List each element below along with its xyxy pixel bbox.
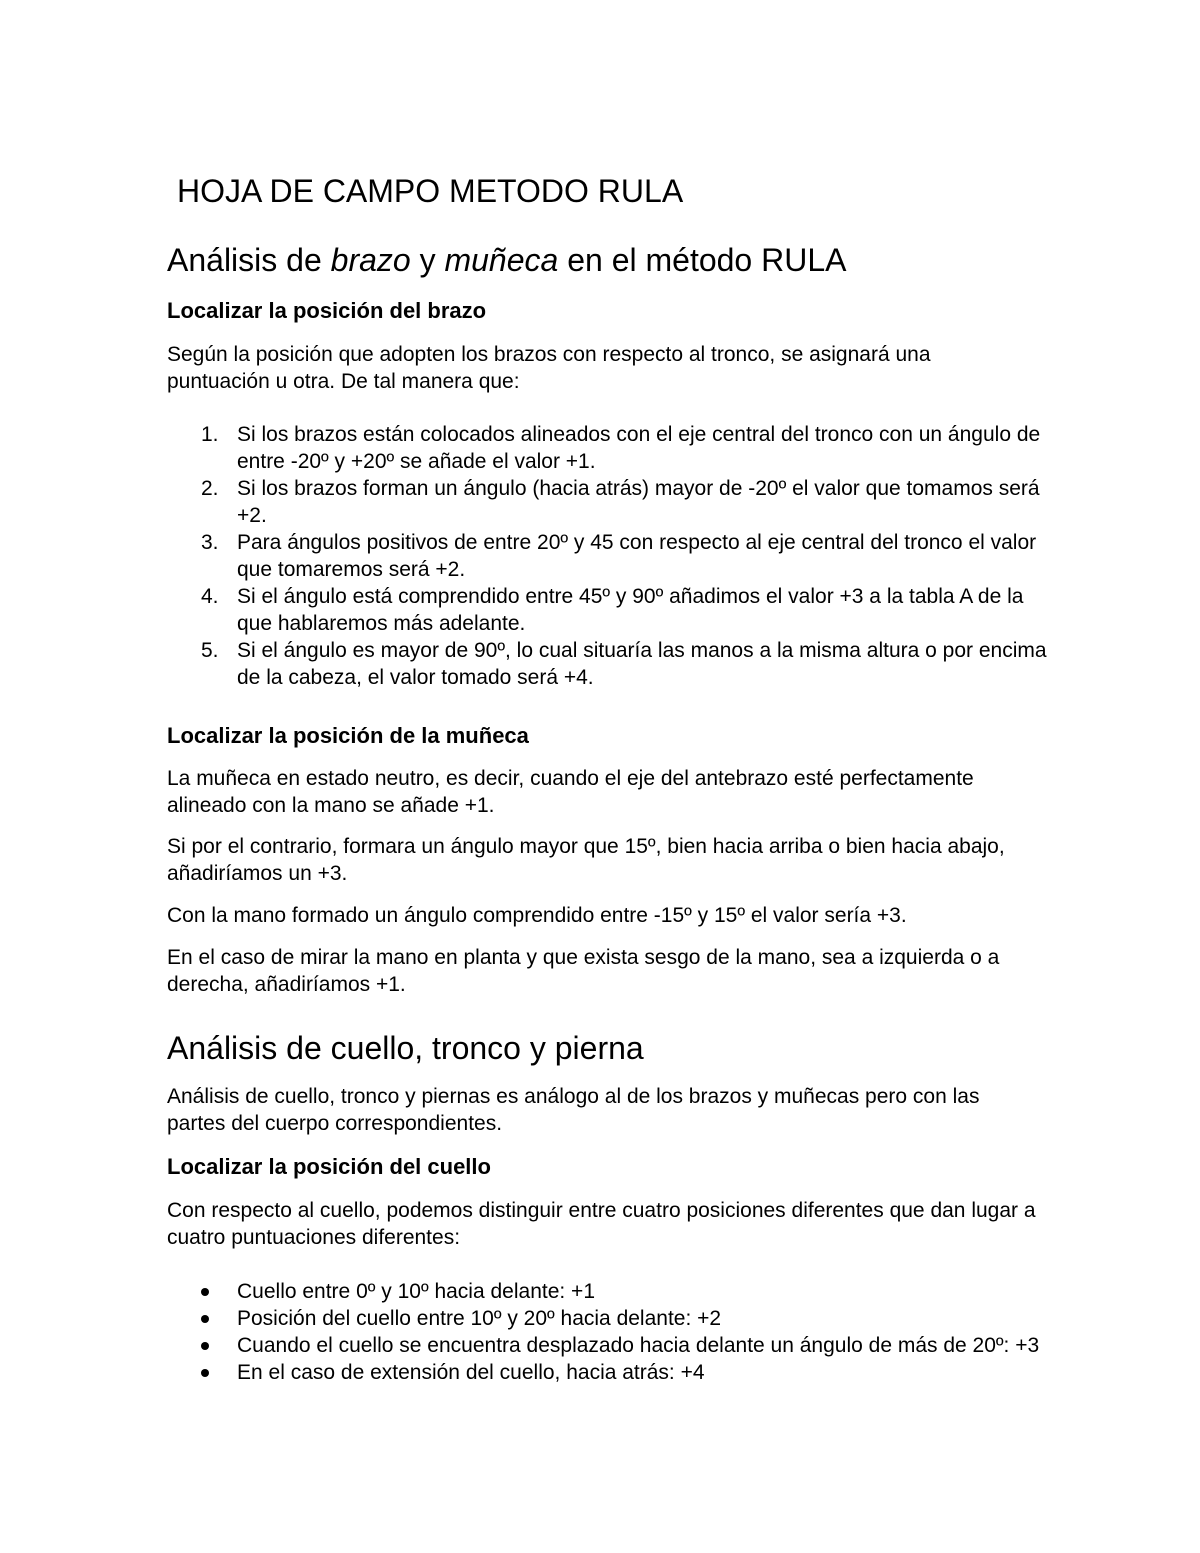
list-item-text: Si los brazos forman un ángulo (hacia atrás) mayor de -20º el valor que tomamos será +2. — [237, 477, 1040, 527]
list-item-text: Si el ángulo está comprendido entre 45º y 90º añadimos el valor +3 a la tabla A de la que hablaremos más adelante. — [237, 585, 1024, 635]
list-item — [167, 475, 1047, 529]
section-heading-brazo-muneca — [167, 241, 846, 279]
section-heading-cuello-tronco-pierna: Análisis de cuello, tronco y pierna — [167, 1030, 644, 1066]
list-marker: 3. — [201, 531, 219, 554]
paragraph-muneca-3: Con la mano formado un ángulo comprendido entre -15º y 15º el valor sería +3. — [167, 904, 907, 927]
list-item — [167, 421, 1047, 475]
list-marker: 2. — [201, 477, 219, 500]
list-item — [167, 529, 1047, 583]
heading-text: Análisis de — [167, 242, 331, 278]
subheading-posicion-brazo: Localizar la posición del brazo — [167, 298, 487, 323]
list-item — [167, 637, 1047, 691]
list-item-text: Si el ángulo es mayor de 90º, lo cual situaría las manos a la misma altura o por encima de la cabeza, el valor tomado será +4. — [237, 639, 1047, 689]
paragraph-muneca-1: La muñeca en estado neutro, es decir, cuando el eje del antebrazo esté perfectamente alineado con la mano se añade +1. — [167, 767, 974, 817]
list-item-text: Si los brazos están colocados alineados con el eje central del tronco con un ángulo de entre -20º y +20º se añade el valor +1. — [237, 423, 1041, 473]
bullet-list-cuello — [167, 1278, 1047, 1386]
heading-text: en el método RULA — [558, 242, 847, 278]
list-item-text: En el caso de extensión del cuello, hacia atrás: +4 — [237, 1361, 705, 1384]
heading-text: y — [410, 242, 445, 278]
list-item — [167, 583, 1047, 637]
list-item — [167, 1332, 1047, 1359]
list-item — [167, 1359, 1047, 1386]
subheading-posicion-muneca: Localizar la posición de la muñeca — [167, 723, 529, 748]
list-item-text: Cuello entre 0º y 10º hacia delante: +1 — [237, 1280, 595, 1303]
paragraph-muneca-2: Si por el contrario, formara un ángulo mayor que 15º, bien hacia arriba o bien hacia abajo, añadiríamos un +3. — [167, 835, 1005, 885]
paragraph-cuello-intro: Con respecto al cuello, podemos distinguir entre cuatro posiciones diferentes que dan lugar a cuatro puntuaciones diferentes: — [167, 1199, 1036, 1249]
paragraph-cuello-tronco-intro: Análisis de cuello, tronco y piernas es análogo al de los brazos y muñecas pero con las partes del cuerpo correspondientes. — [167, 1085, 980, 1135]
numbered-list-brazo — [167, 421, 1047, 691]
list-marker: 1. — [201, 423, 219, 446]
bullet-icon — [201, 1342, 209, 1350]
paragraph-muneca-4: En el caso de mirar la mano en planta y que exista sesgo de la mano, sea a izquierda o a derecha, añadiríamos +1. — [167, 946, 1000, 996]
list-marker: 4. — [201, 585, 219, 608]
heading-emphasis-brazo: brazo — [330, 242, 411, 278]
list-item-text: Cuando el cuello se encuentra desplazado hacia delante un ángulo de más de 20º: +3 — [237, 1334, 1040, 1357]
list-item — [167, 1278, 1047, 1305]
bullet-icon — [201, 1288, 209, 1296]
paragraph-brazo-intro: Según la posición que adopten los brazos con respecto al tronco, se asignará una puntuación u otra. De tal manera que: — [167, 343, 931, 393]
list-item-text: Para ángulos positivos de entre 20º y 45 con respecto al eje central del tronco el valor que tomaremos será +2. — [237, 531, 1037, 581]
subheading-posicion-cuello: Localizar la posición del cuello — [167, 1154, 491, 1179]
list-marker: 5. — [201, 639, 219, 662]
bullet-icon — [201, 1315, 209, 1323]
bullet-icon — [201, 1369, 209, 1377]
list-item — [167, 1305, 1047, 1332]
heading-emphasis-muneca: muñeca — [444, 242, 559, 278]
list-item-text: Posición del cuello entre 10º y 20º hacia delante: +2 — [237, 1307, 722, 1330]
document-title: HOJA DE CAMPO METODO RULA — [177, 173, 684, 209]
